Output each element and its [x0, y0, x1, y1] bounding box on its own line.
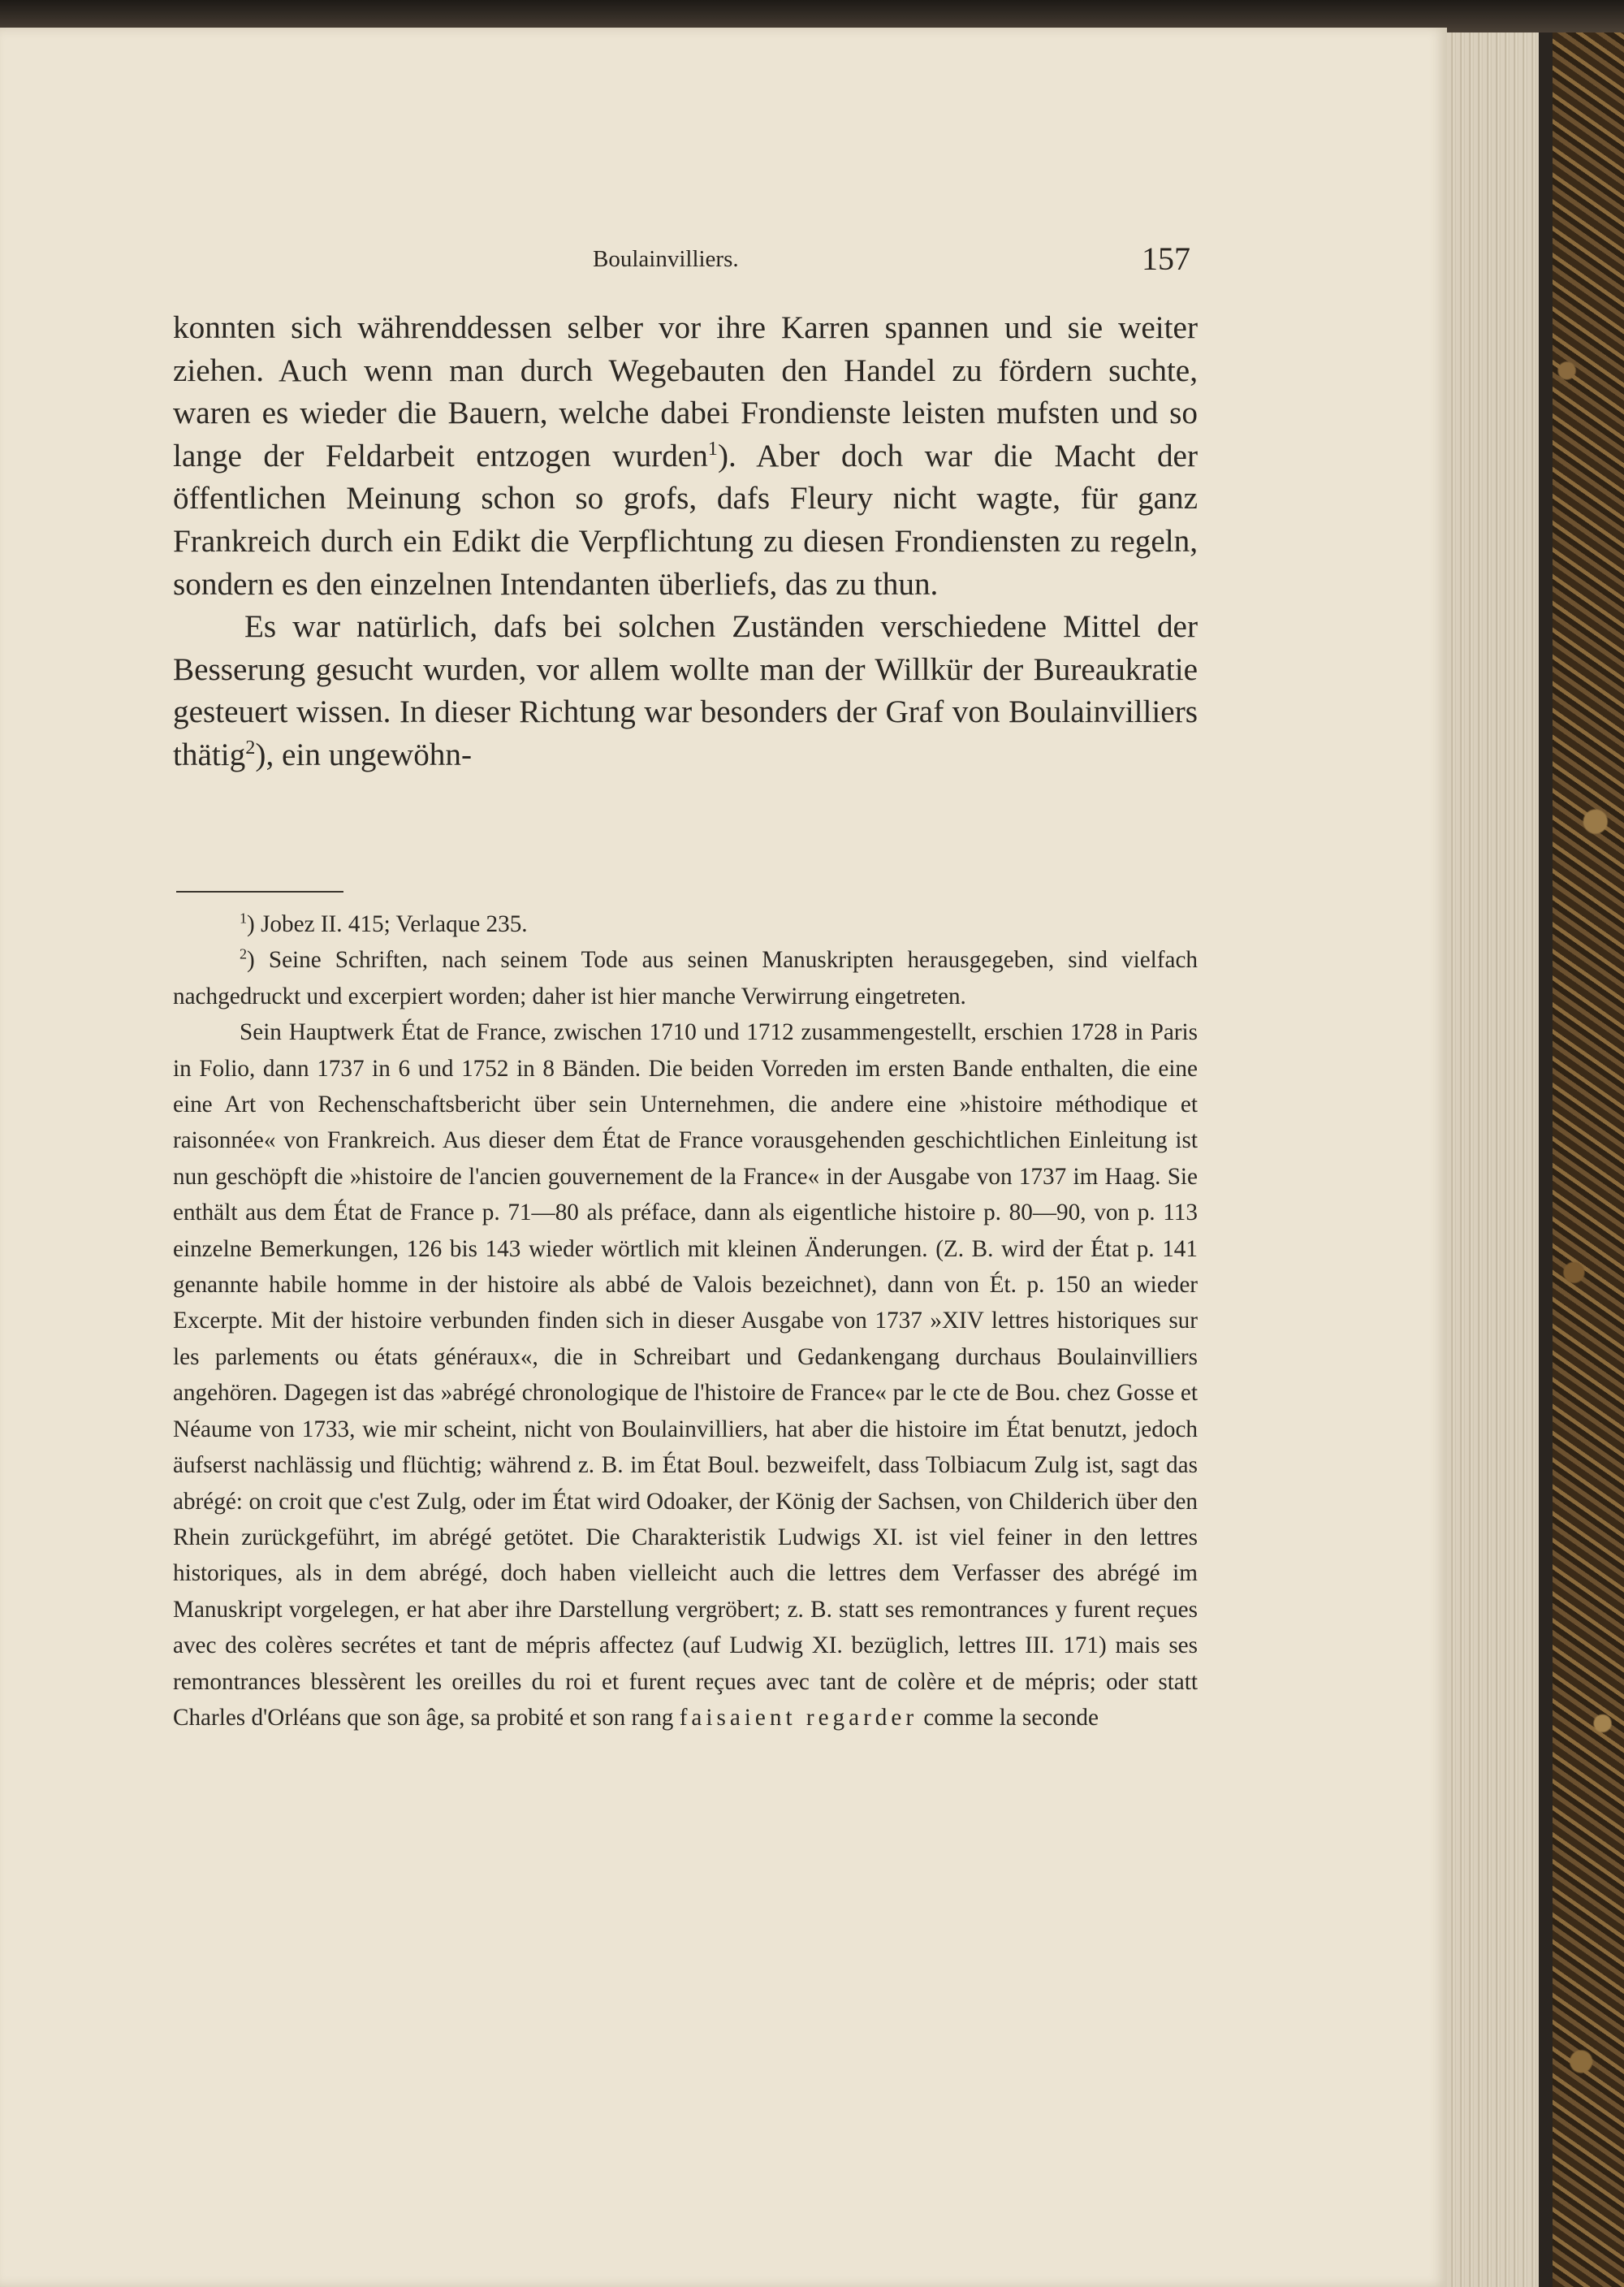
footnotes	[173, 906, 1198, 1736]
footnote-2	[173, 942, 1198, 1014]
paragraph-1	[173, 307, 1198, 606]
footnote-2-end-text: comme la seconde	[923, 1704, 1099, 1731]
footnote-2-mark: 2	[240, 945, 248, 962]
marbled-cover	[1553, 32, 1624, 2287]
footnote-ref-2: 2	[245, 736, 256, 759]
paragraph-1-text: konnten sich währenddessen selber vor ihre Karren spannen und sie weiter ziehen. Auch wenn man durch Wegebauten den Handel zu fördern suchte, waren es wieder die Bauern, welche dabei Frondienste leisten mufsten und so lange der Feldarbeit entzogen wurden	[173, 310, 1198, 473]
paragraph-2	[173, 606, 1198, 776]
paragraph-2-text: Es war natürlich, dafs bei solchen Zuständen verschiedene Mittel der Besserung gesucht wurden, vor allem wollte man der Willkür der Bureaukratie gesteuert wissen. In dieser Richtung war besonders der Graf von Boulainvilliers thätig	[173, 609, 1198, 772]
footnote-2-text: ) Seine Schriften, nach seinem Tode aus seinen Manuskripten herausgegeben, sind vielfach nachgedruckt und excerpiert worden; daher ist hier manche Verwirrung eingetreten.	[173, 947, 1198, 1009]
main-text	[173, 307, 1198, 777]
page-number: 157	[1142, 240, 1190, 277]
footnote-2-spaced-text: faisaient regarder	[679, 1704, 918, 1731]
footnote-2-cont-text: Sein Hauptwerk État de France, zwischen 1710 und 1712 zusammengestellt, erschien 1728 in Paris in Folio, dann 1737 in 6 und 1752 in 8 Bänden. Die beiden Vorreden im ersten Bande enthalten, die eine eine Art von Rechenschaftsbericht über sein Unternehmen, die andere eine »histoire méthodique et raisonnée« von Frankreich. Aus dieser dem État de France vorausgehenden geschichtlichen Einleitung ist nun geschöpft die »histoire de l'ancien gouvernement de la France« in der Ausgabe von 1737 im Haag. Sie enthält aus dem État de France p. 71—80 als préface, dann als eigentliche histoire p. 80—90, von p. 113 einzelne Bemerkungen, 126 bis 143 wieder wörtlich mit kleinen Änderungen. (Z. B. wird der État p. 141 genannte habile homme in der histoire als abbé de Valois bezeichnet), dann von Ét. p. 150 an wieder Excerpte. Mit der histoire verbunden finden sich in dieser Ausgabe von 1737 »XIV lettres historiques sur les parlements ou états généraux«, die in Schreibart und Gedankengang durchaus Boulainvilliers angehören. Dagegen ist das »abrégé chronologique de l'histoire de France« par le cte de Bou. chez Gosse et Néaume von 1733, wie mir scheint, nicht von Boulainvilliers, hat aber die histoire im État benutzt, jedoch äufserst nachlässig und flüchtig; während z. B. im État Boul. bezweifelt, dass Tolbiacum Zulg ist, sagt das abrégé: on croit que c'est Zulg, oder im État wird Odoaker, der König der Sachsen, von Childerich über den Rhein zurückgeführt, im abrégé getötet. Die Charakteristik Ludwigs XI. ist viel feiner in den lettres historiques, als in dem abrégé, doch haben vielleicht auch die lettres dem Verfasser des abrégé im Manuskript vorgelegen, er hat aber ihre Darstellung vergröbert; z. B. statt ses remontrances y furent reçues avec des colères secrétes et tant de mépris affectez (auf Ludwig XI. bezüglich, lettres III. 171) mais ses remontrances blessèrent les oreilles du roi et furent reçues avec tant de colère et de mépris; oder statt Charles d'Orléans que son âge, sa probité et son rang	[173, 1019, 1198, 1731]
footnote-ref-1: 1	[707, 437, 718, 460]
footnote-1-mark: 1	[240, 910, 248, 927]
running-title: Boulainvilliers.	[593, 246, 739, 272]
page-edges	[1447, 32, 1551, 2287]
footnote-2-continued	[173, 1014, 1198, 1736]
footnote-1-text: ) Jobez II. 415; Verlaque 235.	[247, 911, 528, 937]
footnote-1	[173, 906, 1198, 942]
running-header	[0, 240, 1447, 280]
paragraph-1-text-cont: ). Aber doch war die Macht der öffentlichen Meinung schon so grofs, dafs Fleury nicht wagte, für ganz Frankreich durch ein Edikt die Verpflichtung zu diesen Frondiensten zu regeln, sondern es den einzelnen Intendanten überliefs, das zu thun.	[173, 438, 1198, 602]
footnote-rule	[176, 891, 343, 893]
paragraph-2-text-cont: ), ein ungewöhn-	[255, 737, 473, 772]
